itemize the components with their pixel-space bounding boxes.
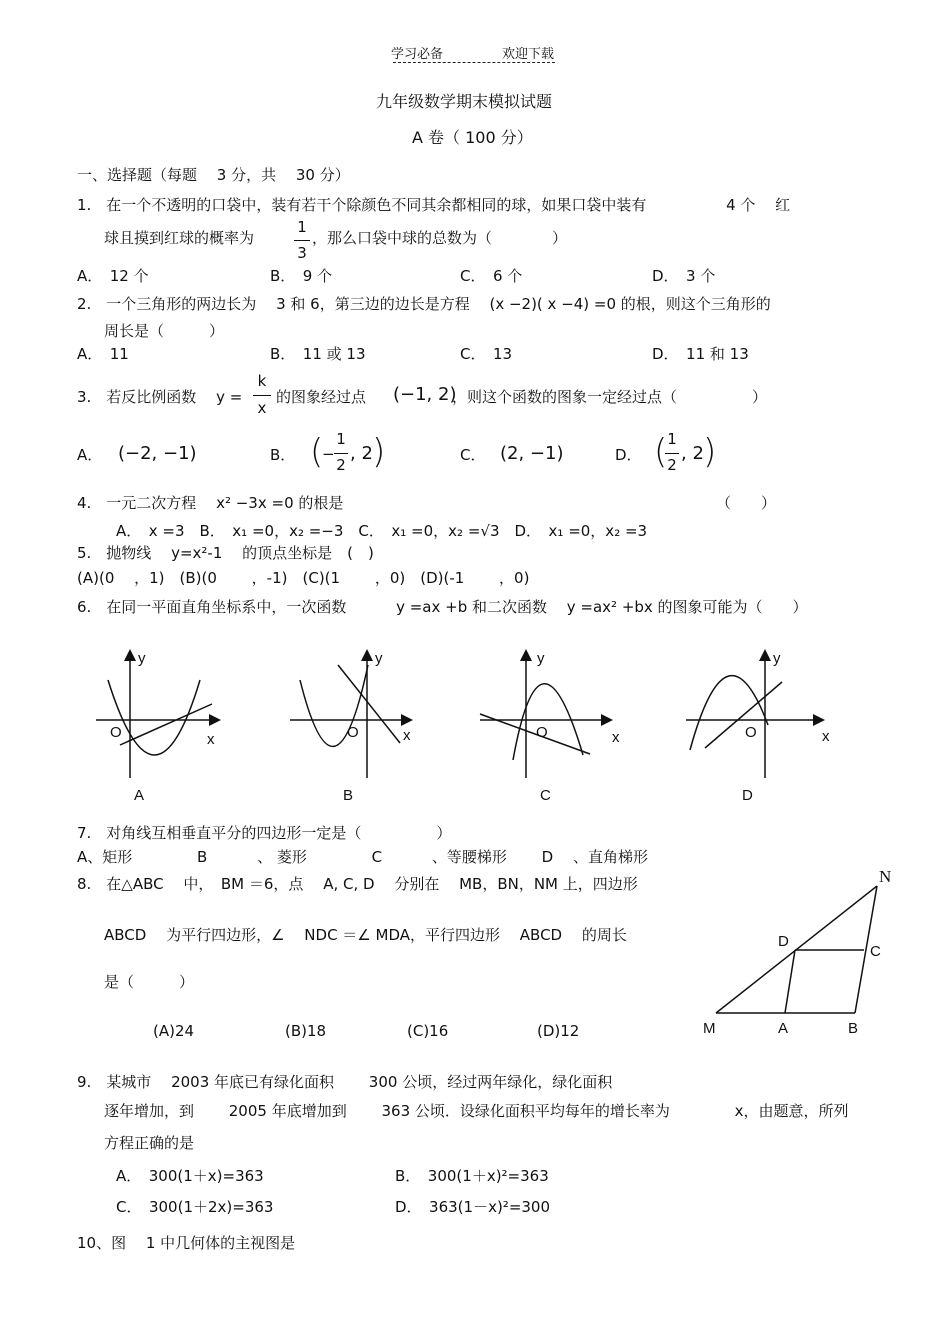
graph-b-origin: O [347, 724, 359, 741]
q2-opt-a: A． 11 [77, 345, 129, 363]
q3-opt-d-lparen: ( [654, 432, 668, 472]
section-heading: 一、选择题（每题 3 分，共 30 分） [77, 166, 350, 184]
graph-b [290, 652, 410, 778]
q3-opt-d-num: 1 [667, 430, 677, 448]
q2-line2: 周长是（ ） [104, 322, 225, 340]
q3-opt-d-den: 2 [667, 456, 677, 474]
label-n: N [879, 867, 892, 886]
graph-d-line [705, 682, 782, 748]
q9-line2: 逐年增加，到 2005 年底增加到 363 公顷．设绿化面积平均每年的增长率为 x，由题意，所列 [104, 1102, 849, 1120]
q3-opt-b-num: 1 [336, 430, 346, 448]
q9-line3: 方程正确的是 [104, 1134, 195, 1152]
q2-line1: 2. 一个三角形的两边长为 3 和 6，第三边的边长是方程 (x −2)( x −4) =0 的根，则这个三角形的 [77, 295, 771, 313]
graph-b-label: B [343, 787, 354, 804]
graph-a-x-label: x [207, 731, 215, 748]
q2-opt-c: C． 13 [460, 345, 513, 363]
q1-opt-a: A． 12 个 [77, 267, 149, 285]
q3-opt-b-sign: − [322, 445, 335, 463]
graph-d [686, 652, 822, 778]
segment-da [785, 950, 795, 1013]
graph-a [96, 652, 218, 778]
q8-opt-a: (A)24 [153, 1022, 195, 1040]
q1-line1: 1. 在一个不透明的口袋中，装有若干个除颜色不同其余都相同的球，如果口袋中装有 4 个 红 [77, 196, 791, 214]
q3-opt-a: (−2, −1) [118, 443, 197, 464]
graph-d-x-label: x [822, 728, 830, 745]
q3-opt-b-rparen: ) [372, 432, 386, 472]
graph-a-origin: O [110, 724, 122, 741]
page-title: 九年级数学期末模拟试题 [376, 92, 553, 111]
q9-opt-c: C． 300(1＋2x)=363 [116, 1198, 274, 1216]
q9-opt-b: B． 300(1＋x)²=363 [395, 1167, 549, 1185]
q7-line2: A、矩形 B 、 菱形 C 、等腰梯形 D 、直角梯形 [77, 848, 648, 866]
graph-a-line [120, 704, 212, 745]
graph-c-label: C [540, 787, 551, 804]
q3-opt-b-label: B． [270, 446, 296, 464]
q9-line1: 9. 某城市 2003 年底已有绿化面积 300 公顷，经过两年绿化，绿化面积 [77, 1073, 613, 1091]
q1-opt-b: B． 9 个 [270, 267, 333, 285]
q3-opt-b-den: 2 [336, 456, 346, 474]
q8-opt-b: (B)18 [285, 1022, 327, 1040]
q1-opt-c: C． 6 个 [460, 267, 523, 285]
q3-opt-d-tail: , 2 [681, 443, 704, 464]
q8-triangle-figure [716, 886, 877, 1013]
page-subtitle: A 卷（ 100 分） [412, 128, 533, 147]
label-c: C [870, 943, 881, 960]
q3-opt-c-label: C． [460, 446, 486, 464]
q8-line1: 8. 在△ABC 中， BM ＝6，点 A, C, D 分别在 MB，BN，NM 上，四边形 [77, 875, 638, 893]
q6-line1: 6. 在同一平面直角坐标系中，一次函数 y =ax +b 和二次函数 y =ax² +bx 的图象可能为（ ） [77, 598, 808, 616]
header-right: 欢迎下载 [502, 47, 555, 62]
q9-opt-d: D． 363(1－x)²=300 [395, 1198, 551, 1216]
q9-opt-a: A． 300(1＋x)=363 [116, 1167, 264, 1185]
q4-line1: 4. 一元二次方程 x² −3x =0 的根是 [77, 494, 344, 512]
q1-line2a: 球且摸到红球的概率为 [104, 229, 255, 247]
q1-line2b: ，那么口袋中球的总数为（ ） [312, 229, 568, 247]
q1-frac-den: 3 [297, 244, 307, 262]
label-b: B [848, 1020, 859, 1037]
q3-opt-b-tail: , 2 [350, 443, 373, 464]
q3-frac-den: x [257, 399, 267, 417]
q2-opt-b: B． 11 或 13 [270, 345, 366, 363]
label-a: A [778, 1020, 789, 1037]
graph-a-y-label: y [138, 650, 146, 667]
q3-opt-b-lparen: ( [310, 432, 324, 472]
q3-mid: 的图象经过点 [276, 388, 367, 406]
graph-c-parabola [513, 684, 583, 760]
q4-options: A． x =3 B． x₁ =0，x₂ =−3 C． x₁ =0，x₂ =√3 D． x₁ =0，x₂ =3 [116, 522, 648, 540]
q8-opt-c: (C)16 [407, 1022, 449, 1040]
q3-suffix: ，则这个函数的图象一定经过点（ ） [452, 388, 768, 406]
header-left: 学习必备 [391, 47, 444, 62]
q3-opt-a-label: A． [77, 446, 103, 464]
graph-c-y-label: y [537, 650, 545, 667]
q3-opt-d-rparen: ) [703, 432, 717, 472]
q3-frac-num: k [257, 372, 267, 390]
graph-b-y-label: y [375, 650, 383, 667]
q7-line1: 7. 对角线互相垂直平分的四边形一定是（ ） [77, 824, 452, 842]
q3-prefix: 3. 若反比例函数 y = [77, 388, 243, 406]
q1-frac-num: 1 [297, 218, 307, 236]
q1-opt-d: D． 3 个 [652, 267, 716, 285]
q8-line3: 是（ ） [104, 973, 195, 991]
q5-options: (A)(0 ，1) (B)(0 ，-1) (C)(1 ，0) (D)(-1 ，0) [77, 569, 530, 587]
graph-c-x-label: x [612, 729, 620, 746]
graph-c-origin: O [536, 724, 548, 741]
graph-d-label: D [742, 787, 753, 804]
label-m: M [703, 1020, 716, 1037]
q8-line2: ABCD 为平行四边形，∠ NDC ＝∠ MDA，平行四边形 ABCD 的周长 [104, 926, 627, 944]
q4-paren: （ ） [716, 494, 777, 512]
graph-d-y-label: y [773, 650, 781, 667]
label-d: D [778, 933, 789, 950]
q10-line1: 10、图 1 中几何体的主视图是 [77, 1234, 296, 1252]
graph-b-x-label: x [403, 727, 411, 744]
q3-opt-d-label: D． [615, 446, 642, 464]
q8-opt-d: (D)12 [537, 1022, 580, 1040]
graph-d-origin: O [745, 724, 757, 741]
q3-point: (−1, 2) [393, 384, 457, 405]
q5-line1: 5. 抛物线 y=x²-1 的顶点坐标是 ( ) [77, 544, 374, 562]
q2-opt-d: D． 11 和 13 [652, 345, 749, 363]
graph-c [480, 652, 610, 778]
q3-opt-c: (2, −1) [500, 443, 564, 464]
graph-a-label: A [134, 787, 145, 804]
